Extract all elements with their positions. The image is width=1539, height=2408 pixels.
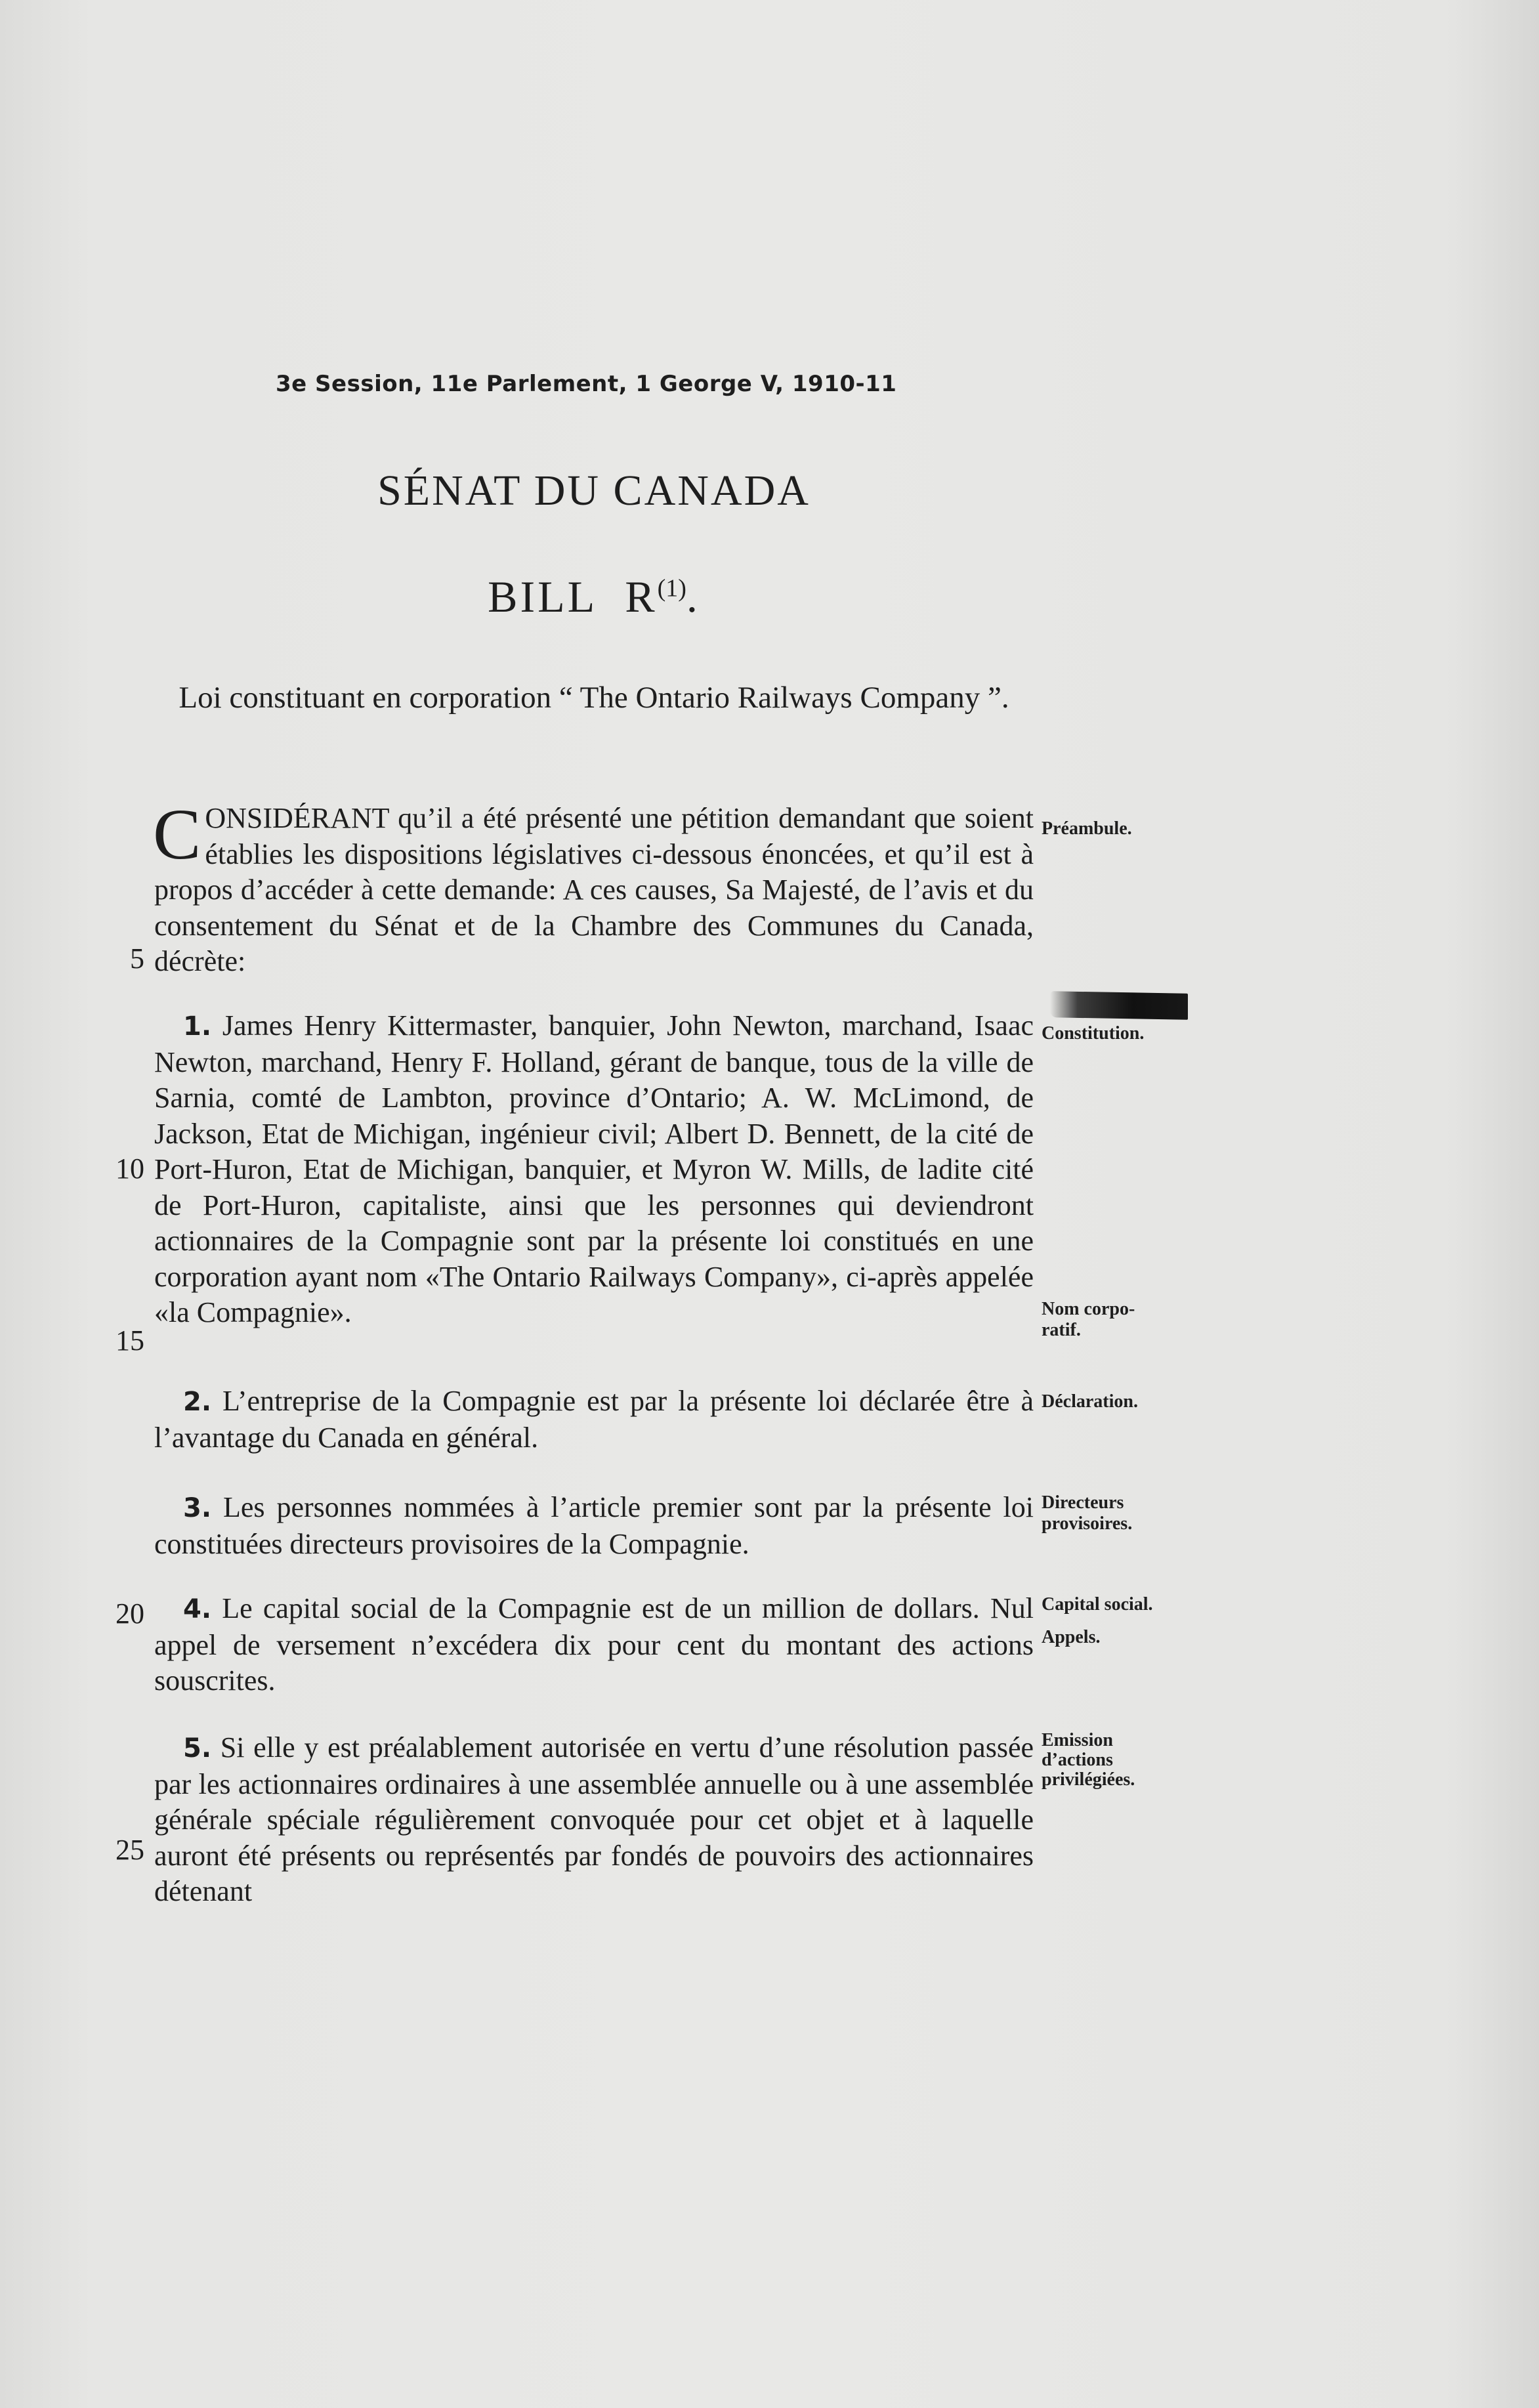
line-number-20: 20	[116, 1597, 144, 1630]
preamble-text: ONSIDÉRANT qu’il a été présenté une pétition demandant que soient établies les dispositions législatives ci-dessous énoncées, et qu’il est à propos d’accéder à cette demande: A ces causes, Sa Majesté, de l’avis et du consentement du Sénat et de la Chambre des Communes du Canada, décrète:	[154, 802, 1034, 977]
bill-suffix: .	[686, 572, 700, 622]
article-number: 2.	[183, 1387, 212, 1417]
article-text: James Henry Kittermaster, banquier, John Newton, marchand, Isaac Newton, marchand, Henry F. Holland, gérant de banque, tous de la ville de Sarnia, comté de Lambton, province d’Ontario; A. W. McLimond, de Jackson, Etat de Michigan, ingénieur civil; Albert D. Bennett, de la cité de Port-Huron, Etat de Michigan, banquier, et Myron W. Mills, de ladite cité de Port-Huron, capitaliste, ainsi que les personnes qui deviendront actionnaires de la Compagnie sont par la présente loi constitués en une corporation ayant nom «The Ontario Railways Company», ci-après appelée «la Compagnie».	[154, 1009, 1034, 1328]
article-text: Les personnes nommées à l’article premier sont par la présente loi constituées directeurs provisoires de la Compagnie.	[154, 1491, 1034, 1560]
ink-smudge	[1050, 991, 1188, 1020]
article-5	[154, 1730, 1034, 1910]
margin-note-directeurs-2: provisoires.	[1042, 1513, 1133, 1534]
article-number: 3.	[183, 1493, 212, 1523]
margin-note-nom-corporatif-1: Nom corpo-	[1042, 1299, 1135, 1319]
drop-cap: C	[153, 794, 201, 874]
margin-note-capital: Capital social.	[1042, 1594, 1153, 1615]
bill-letter: R	[625, 572, 658, 622]
article-1	[154, 1008, 1034, 1331]
bill-superscript: (1)	[657, 574, 686, 602]
line-number-5: 5	[130, 942, 144, 975]
article-text: L’entreprise de la Compagnie est par la présente loi déclarée être à l’avantage du Canada en général.	[154, 1385, 1034, 1454]
margin-note-emission-2: d’actions	[1042, 1750, 1113, 1770]
line-number-10: 10	[116, 1152, 144, 1185]
article-3	[154, 1490, 1034, 1562]
margin-note-directeurs-1: Directeurs	[1042, 1492, 1124, 1513]
margin-note-nom-corporatif-2: ratif.	[1042, 1320, 1081, 1340]
article-4	[154, 1591, 1034, 1699]
article-number: 5.	[183, 1733, 212, 1764]
bill-number	[154, 571, 1034, 623]
margin-note-appels: Appels.	[1042, 1627, 1101, 1647]
margin-note-constitution: Constitution.	[1042, 1023, 1145, 1044]
article-text: Si elle y est préalablement autorisée en vertu d’une résolution passée par les actionnaires ordinaires à une assemblée annuelle ou à une assemblée générale spéciale régulièrement convoquée pour cet objet et à laquelle auront été présents ou représentés par fondés de pouvoirs des actionnaires détenant	[154, 1731, 1034, 1907]
article-text: Le capital social de la Compagnie est de un million de dollars. Nul appel de versement n’excédera dix pour cent du montant des actions souscrites.	[154, 1592, 1034, 1697]
margin-note-declaration: Déclaration.	[1042, 1391, 1138, 1412]
margin-note-preambule: Préambule.	[1042, 818, 1132, 839]
session-header: 3e Session, 11e Parlement, 1 George V, 1910-11	[276, 371, 897, 397]
preamble-paragraph	[153, 794, 1034, 980]
article-number: 1.	[183, 1011, 212, 1042]
line-number-15: 15	[116, 1324, 144, 1357]
line-number-25: 25	[116, 1834, 144, 1866]
bill-subtitle: Loi constituant en corporation “ The Ontario Railways Company ”.	[179, 681, 1009, 715]
bill-label: BILL	[488, 572, 598, 622]
page-title: SÉNAT DU CANADA	[377, 467, 811, 515]
article-number: 4.	[183, 1594, 212, 1624]
margin-note-emission-1: Emission	[1042, 1730, 1113, 1750]
article-2	[154, 1384, 1034, 1456]
margin-note-emission-3: privilégiées.	[1042, 1769, 1135, 1790]
